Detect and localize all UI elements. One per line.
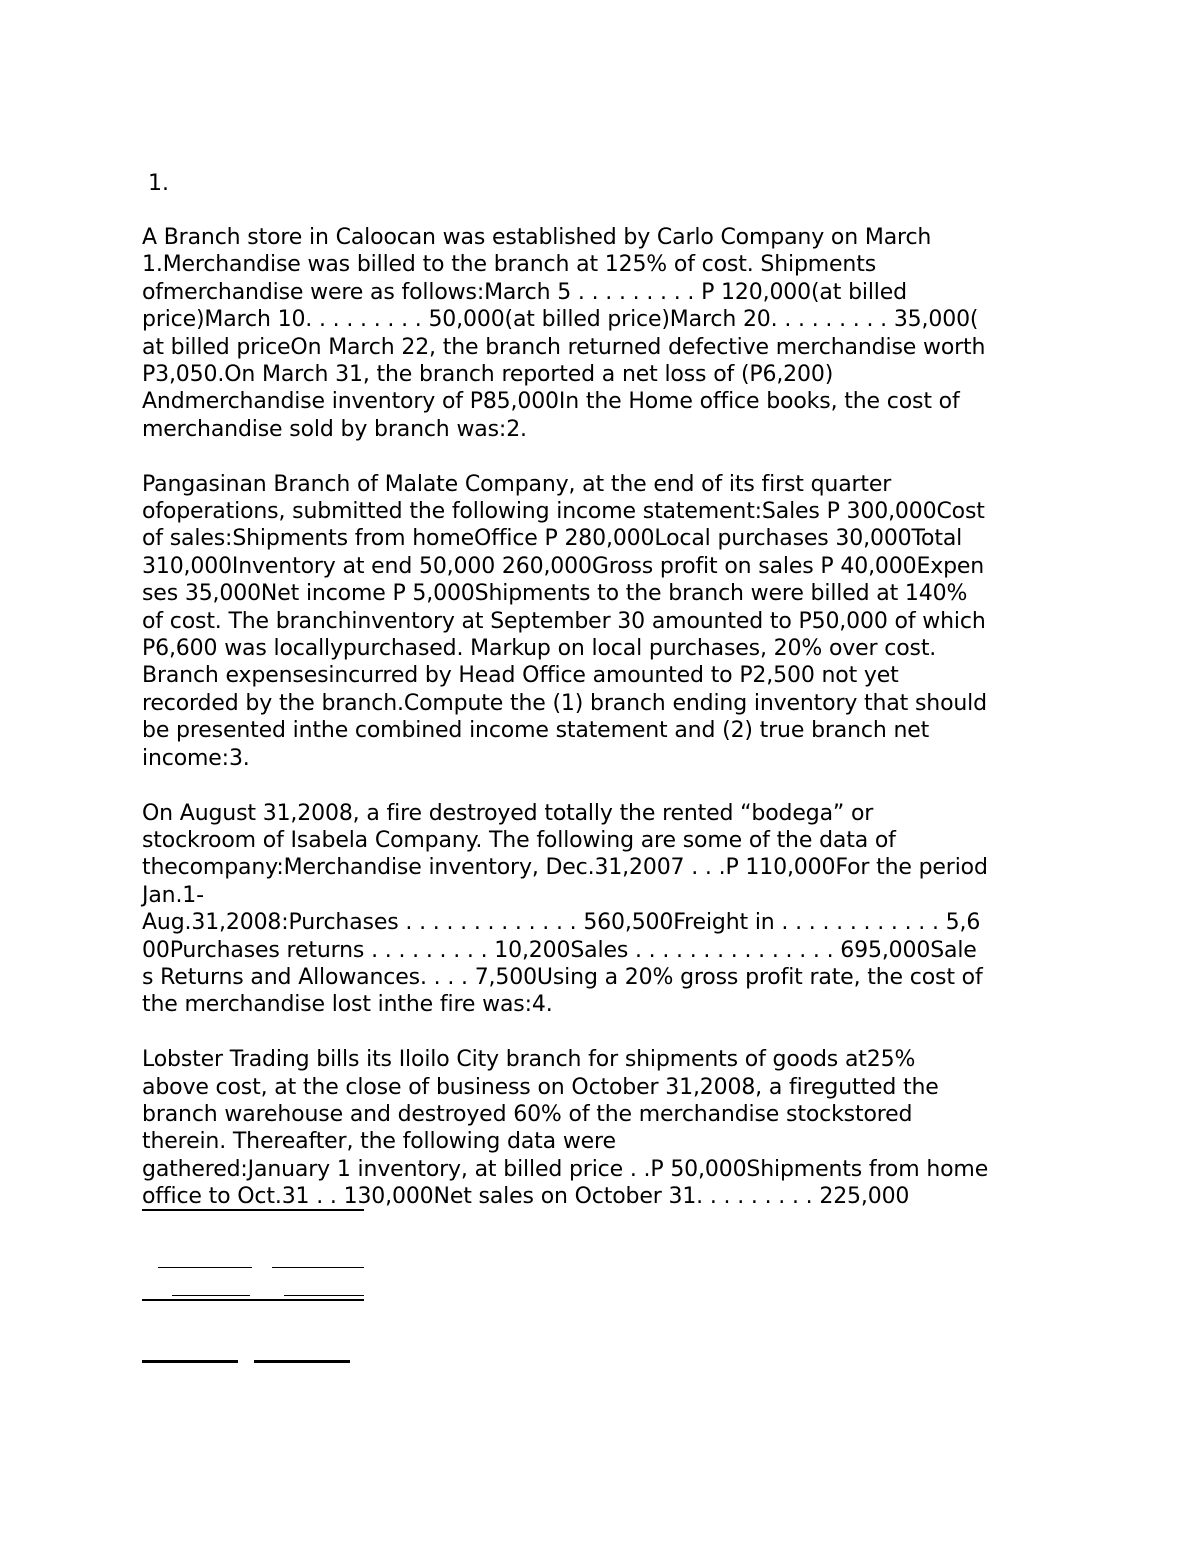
document-body	[142, 224, 1062, 1211]
table-rule	[142, 1360, 238, 1363]
problem-paragraph-1: A Branch store in Caloocan was established by Carlo Company on March 1.Merchandise was billed to the branch at 125% of cost. Shipments ofmerchandise were as follows:March 5 . . . . . . . . . P 120,000(at billed price)March 10. . . . . . . . . 50,000(at billed price)March 20. . . . . . . . . 35,000( at billed priceOn March 22, the branch returned defective merchandise worth P3,050.On March 31, the branch reported a net loss of (P6,200) Andmerchandise inventory of P85,000In the Home office books, the cost of merchandise sold by branch was:2.	[142, 225, 986, 442]
table-rule	[254, 1360, 350, 1363]
underline-rule	[142, 1209, 364, 1211]
item-number: 1.	[148, 171, 169, 196]
table-rule	[142, 1299, 364, 1301]
problem-paragraph-3: On August 31,2008, a fire destroyed totally the rented “bodega” or stockroom of Isabela Company. The following are some of the data of thecompany:Merchandise inventory, Dec.31,2007 . . .P 110,000For the period Jan.1- Aug.31,2008:Purchases . . . . . . . . . . . . . 560,500Freight in . . . . . . . . . . . . 5,6 00Purchases returns . . . . . . . . . 10,200Sales . . . . . . . . . . . . . . . 695,000Sale s Returns and Allowances. . . . 7,500Using a 20% gross profit rate, the cost of the merchandise lost inthe fire was:4.	[142, 800, 988, 1018]
table-rule	[158, 1267, 252, 1268]
problem-paragraph-2: Pangasinan Branch of Malate Company, at the end of its first quarter ofoperations, submitted the following income statement:Sales P 300,000Cost of sales:Shipments from homeOffice P 280,000Local purchases 30,000Total 310,000Inventory at end 50,000 260,000Gross profit on sales P 40,000Expen ses 35,000Net income P 5,000Shipments to the branch were billed at 140% of cost. The branchinventory at September 30 amounted to P50,000 of which P6,600 was locallypurchased. Markup on local purchases, 20% over cost. Branch expensesincurred by Head Office amounted to P2,500 not yet recorded by the branch.Compute the (1) branch ending inventory that should be presented inthe combined income statement and (2) true branch net income:3.	[142, 471, 987, 771]
table-rule	[272, 1267, 364, 1268]
problem-paragraph-4: Lobster Trading bills its Iloilo City branch for shipments of goods at25% above cost, at the close of business on October 31,2008, a firegutted the branch warehouse and destroyed 60% of the merchandise stockstored therein. Thereafter, the following data were gathered:January 1 inventory, at billed price . .P 50,000Shipments from home office to Oct.31 . . 130,000Net sales on October 31. . . . . . . . . 225,000	[142, 1047, 989, 1210]
table-rule	[284, 1295, 364, 1296]
table-rule	[172, 1295, 250, 1296]
